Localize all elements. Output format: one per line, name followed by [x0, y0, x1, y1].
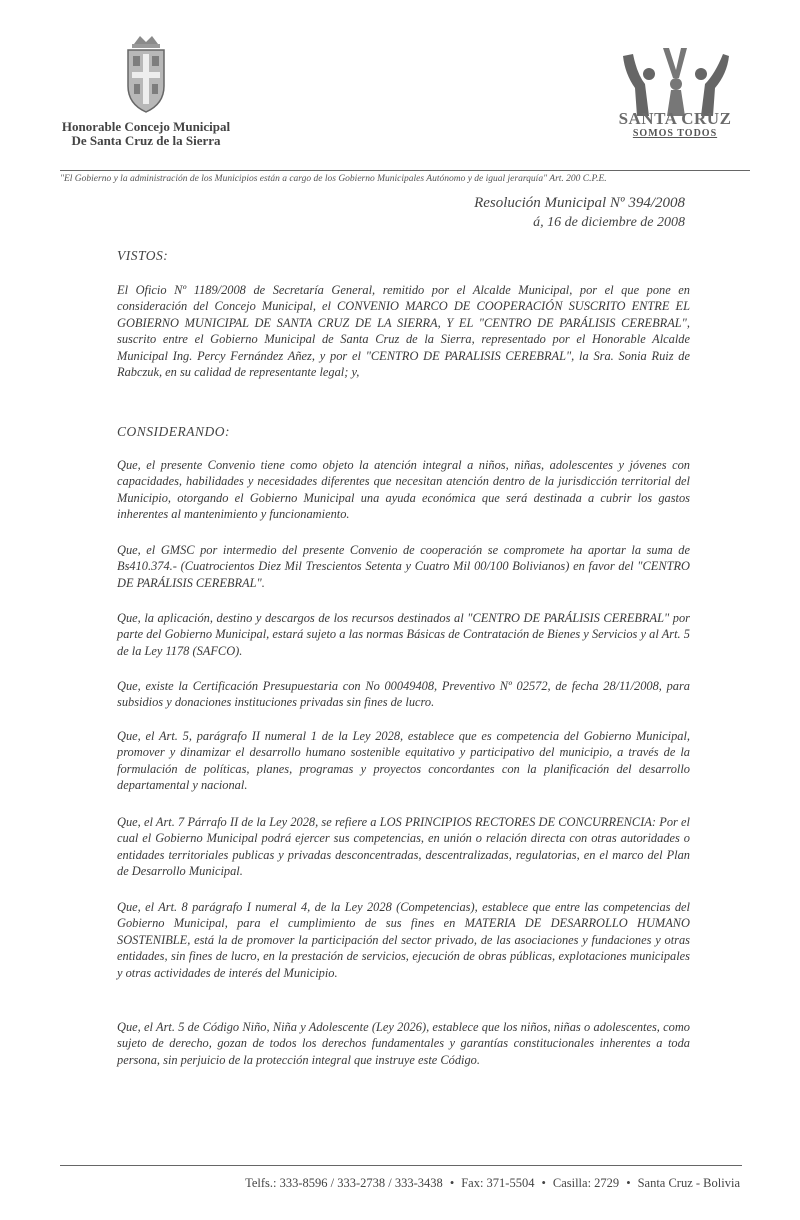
- considerando-paragraph: Que, el Art. 5, parágrafo II numeral 1 de la Ley 2028, establece que es competencia del Gobierno Municipal, promover y dinamizar el desarrollo humano sostenible equitativo y participativo del municipio, a través de la formulación de políticas, planes, programas y proyectos concordantes con la planificación del desarrollo departamental y nacional.: [117, 729, 690, 793]
- santa-cruz-logo: [600, 44, 750, 140]
- considerando-paragraph: Que, el presente Convenio tiene como objeto la atención integral a niños, niñas, adolescentes y jóvenes con capacidades, habilidades y necesidades diferentes que necesitan atención dentro de la jurisdicción territorial del Municipio, otorgando el Gobierno Municipal una ayuda económica que será destinada a cubrir los gastos inherentes al mantenimiento y funcionamiento.: [117, 458, 690, 522]
- bullet-separator: •: [449, 1176, 455, 1190]
- footer-phones: Telfs.: 333-8596 / 333-2738 / 333-3438: [245, 1176, 443, 1190]
- resolution-block: [474, 194, 685, 232]
- logo-title: SANTA CRUZ: [618, 109, 732, 128]
- logo-slogan: SOMOS TODOS: [632, 128, 718, 139]
- footer-divider: [60, 1165, 742, 1166]
- resolution-date: á, 16 de diciembre de 2008: [533, 215, 685, 230]
- considerando-paragraph: Que, el Art. 8 parágrafo I numeral 4, de la Ley 2028 (Competencias), establece que entre las competencias del Gobierno Municipal, para el cumplimiento de sus fines en MATERIA DE DESARROLLO HUMANO SOSTENIBLE, está la de promover la participación del sector privado, de las asociaciones y fundaciones y otras entidades, sin fines de lucro, en la prestación de servicios, ejecución de obras públicas, explotaciones municipales y otras actividades de interés del Municipio.: [117, 900, 690, 980]
- considerando-paragraph: Que, el GMSC por intermedio del presente Convenio de cooperación se compromete ha aportar la suma de Bs410.374.- (Cuatrocientos Diez Mil Trescientos Setenta y Cuatro Mil 00/100 Bolivianos) en favor del "CENTRO DE PARÁLISIS CEREBRAL".: [117, 543, 690, 590]
- bullet-separator: •: [541, 1176, 546, 1190]
- vistos-heading: VISTOS:: [117, 248, 169, 263]
- council-city: De Santa Cruz de la Sierra: [71, 133, 221, 148]
- footer-fax: Fax: 371-5504: [461, 1176, 535, 1190]
- council-header: [56, 32, 236, 148]
- considerando-paragraph: Que, el Art. 5 de Código Niño, Niña y Adolescente (Ley 2026), establece que los niños, niñas o adolescentes, como sujeto de derecho, gozan de todos los derechos fundamentales y garantías constitucionales inherentes a toda persona, sin perjuicio de la protección integral que instruye este Código.: [117, 1020, 690, 1067]
- contact-footer: [60, 1176, 740, 1191]
- considerando-paragraph: Que, la aplicación, destino y descargos de los recursos destinados al "CENTRO DE PARÁLISIS CEREBRAL" por parte del Gobierno Municipal, estará sujeto a las normas Básicas de Contratación de Bienes y Servicios y al Art. 5 de la Ley 1178 (SAFCO).: [117, 611, 690, 658]
- coat-of-arms-icon: [120, 32, 172, 118]
- council-name: Honorable Concejo Municipal: [61, 119, 231, 134]
- constitution-quote: "El Gobierno y la administración de los Municipios están a cargo de los Gobierno Municipales Autónomo y de igual jerarquía" Art. 200 C.P.E.: [60, 170, 750, 184]
- footer-city: Santa Cruz - Bolivia: [637, 1176, 740, 1190]
- considerando-heading: CONSIDERANDO:: [117, 424, 230, 439]
- considerando-paragraph: Que, el Art. 7 Párrafo II de la Ley 2028, se refiere a LOS PRINCIPIOS RECTORES DE CONCURRENCIA: Por el cual el Gobierno Municipal podrá ejercer sus competencias, en unión o relación directa con otras autoridades o entidades territoriales publicas y privadas desconcentradas, descentralizadas, regulatorias, en el marco del Plan de Desarrollo Municipal.: [117, 815, 690, 879]
- footer-casilla: Casilla: 2729: [552, 1176, 620, 1190]
- considerando-paragraph: Que, existe la Certificación Presupuestaria con No 00049408, Preventivo Nº 02572, de fecha 28/11/2008, para subsidios y donaciones instituciones privadas sin fines de lucro.: [117, 679, 690, 710]
- vistos-paragraph: El Oficio Nº 1189/2008 de Secretaría General, remitido por el Alcalde Municipal, por el que pone en consideración del Concejo Municipal, el CONVENIO MARCO DE COOPERACIÓN SUSCRITO ENTRE EL GOBIERNO MUNICIPAL DE SANTA CRUZ DE LA SIERRA, Y EL "CENTRO DE PARÁLISIS CEREBRAL", suscrito entre el Gobierno Municipal de Santa Cruz de la Sierra, representado por el Honorable Alcalde Municipal Ing. Percy Fernández Añez, y por el "CENTRO DE PARALISIS CEREBRAL", la Sra. Sonia Ruiz de Rabczuk, en su calidad de representante legal; y,: [117, 283, 690, 380]
- bullet-separator: •: [626, 1176, 631, 1190]
- resolution-title: Resolución Municipal Nº 394/2008: [474, 195, 685, 211]
- people-logo-icon: [615, 44, 735, 116]
